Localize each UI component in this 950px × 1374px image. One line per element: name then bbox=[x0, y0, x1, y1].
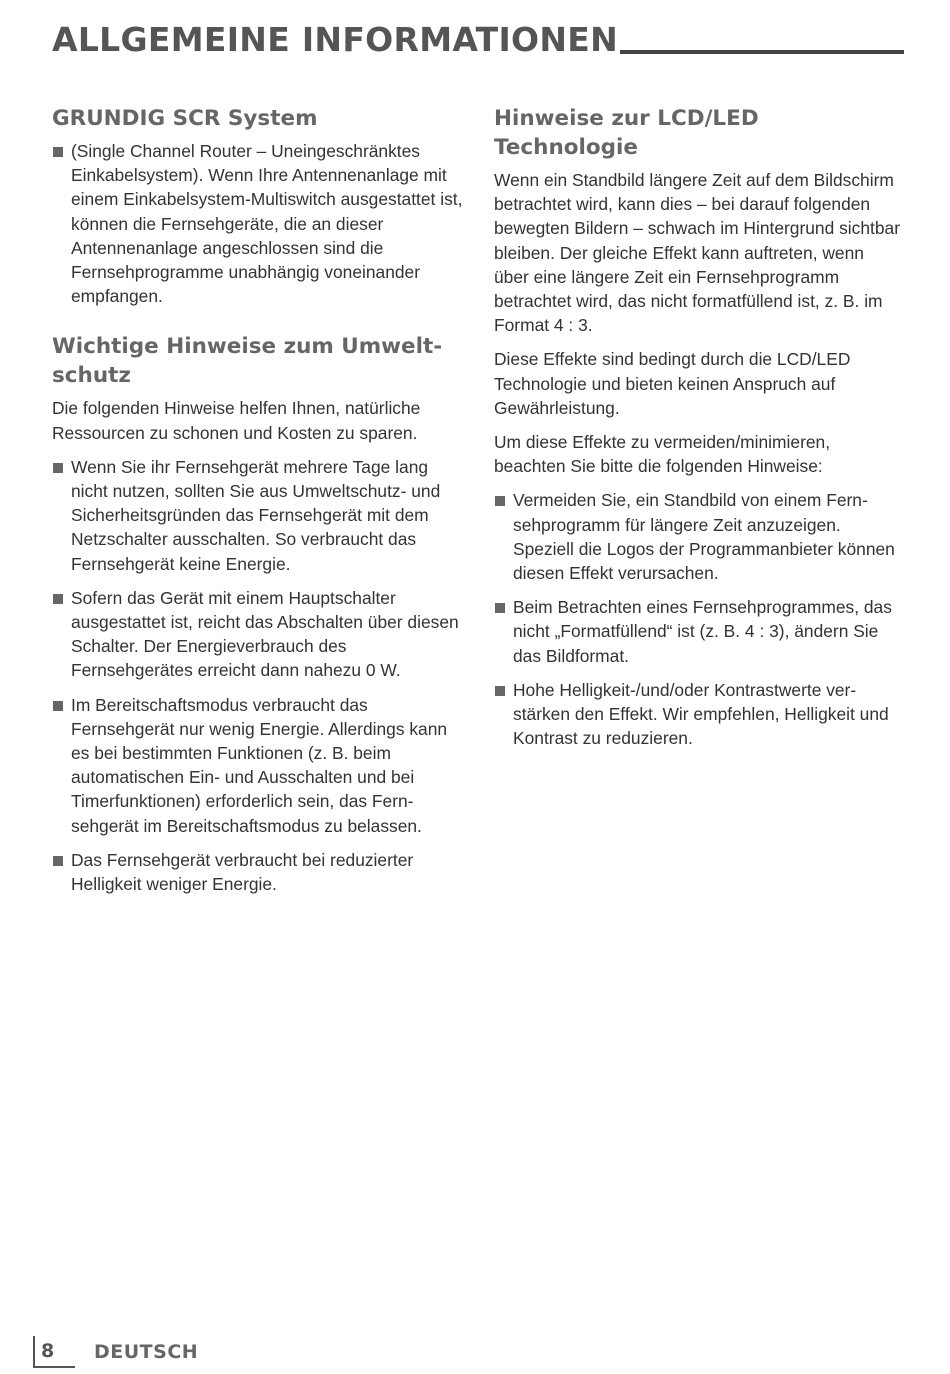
square-bullet-icon bbox=[53, 594, 63, 604]
list-item-text: Das Fernsehgerät verbraucht bei reduzierter Helligkeit weniger Energie. bbox=[71, 849, 414, 895]
umwelt-list bbox=[52, 455, 464, 896]
list-item bbox=[494, 488, 902, 585]
right-column bbox=[494, 104, 902, 760]
lcd-paragraph: Um diese Effekte zu vermeiden/minimieren, beachten Sie bitte die folgenden Hinweise: bbox=[494, 432, 831, 477]
list-item bbox=[494, 595, 902, 668]
list-item-text: (Single Channel Router – Uneingeschränktes Einkabelsystem). Wenn Ihre Antennenanlage mit einem Einkabelsystem-Multiswitch ausgestattet ist, können die Fernsehgeräte, die an dieser Antennenanlage angeschlossen sind die Fernsehprogramme unabhängig voneinander empfangen. bbox=[71, 141, 463, 307]
footer-corner-rule bbox=[33, 1336, 35, 1368]
square-bullet-icon bbox=[495, 603, 505, 613]
page-header bbox=[52, 18, 904, 68]
square-bullet-icon bbox=[495, 496, 505, 506]
umwelt-intro: Die folgenden Hinweise helfen Ihnen, natürliche Ressourcen zu schonen und Kosten zu sparen. bbox=[52, 398, 421, 443]
list-item bbox=[52, 586, 464, 683]
square-bullet-icon bbox=[53, 463, 63, 473]
list-item bbox=[52, 848, 464, 896]
lcd-list bbox=[494, 488, 902, 750]
lcd-paragraph: Wenn ein Standbild längere Zeit auf dem Bildschirm betrachtet wird, kann dies – bei darauf folgenden bewegten Bildern – schwach im Hintergrund sichtbar bleiben. Der gleiche Effekt kann auftreten, wenn über eine längere Zeit ein Fernsehprogramm betrachtet wird, das nicht formatfüllend ist, z. B. im Format 4 : 3. bbox=[494, 170, 900, 336]
page-title: ALLGEMEINE INFORMATIONEN bbox=[52, 20, 619, 59]
page-number: 8 bbox=[41, 1340, 55, 1362]
left-column bbox=[52, 104, 464, 906]
list-item-text: Im Bereitschaftsmodus verbraucht das Fernsehgerät nur wenig Energie. Allerdings kann es bei bestimmten Funktionen (z. B. beim automatischen Ein- und Ausschalten und bei Timerfunktionen) erforderlich sein, das Fernsehgerät im Bereitschaftsmodus zu belassen. bbox=[71, 694, 448, 836]
section-heading-umwelt: Wichtige Hinweise zum Umweltschutz bbox=[52, 334, 443, 389]
list-item-text: Vermeiden Sie, ein Standbild von einem Fernsehprogramm für längere Zeit anzuzeigen. Speziell die Logos der Programmanbieter können diesen Effekt verursachen. bbox=[513, 490, 895, 584]
list-item bbox=[52, 455, 464, 576]
list-item-text: Sofern das Gerät mit einem Hauptschalter ausgestattet ist, reicht das Abschalten über diesen Schalter. Der Energieverbrauch des Fernsehgerätes erreicht dann nahezu 0 W. bbox=[71, 587, 459, 681]
list-item bbox=[494, 678, 902, 751]
list-item-text: Beim Betrachten eines Fernsehprogrammes, das nicht „Formatfüllend“ ist (z. B. 4 : 3), ändern Sie das Bildformat. bbox=[513, 597, 892, 666]
footer-language: DEUTSCH bbox=[94, 1341, 199, 1363]
header-rule bbox=[620, 50, 904, 54]
section-heading-lcd: Hinweise zur LCD/LED Technologie bbox=[494, 106, 759, 160]
square-bullet-icon bbox=[53, 147, 63, 157]
scr-list bbox=[52, 139, 464, 308]
list-item-text: Wenn Sie ihr Fernsehgerät mehrere Tage lang nicht nutzen, sollten Sie aus Umweltschutz- und Sicherheitsgründen das Fernsehgerät mit dem Netzschalter ausschalten. So verbraucht das Fernsehgerät keine Energie. bbox=[71, 456, 441, 574]
list-item-text: Hohe Helligkeit-/und/oder Kontrastwerte verstärken den Effekt. Wir empfehlen, Helligkeit und Kontrast zu reduzieren. bbox=[513, 679, 889, 749]
square-bullet-icon bbox=[53, 701, 63, 711]
list-item bbox=[52, 139, 464, 308]
list-item bbox=[52, 693, 464, 838]
lcd-paragraph: Diese Effekte sind bedingt durch die LCD/LED Technologie und bieten keinen Anspruch auf Gewährleistung. bbox=[494, 349, 851, 418]
square-bullet-icon bbox=[53, 856, 63, 866]
page-footer bbox=[30, 1334, 330, 1374]
section-heading-scr: GRUNDIG SCR System bbox=[52, 106, 318, 131]
square-bullet-icon bbox=[495, 686, 505, 696]
footer-underline-rule bbox=[33, 1366, 75, 1368]
